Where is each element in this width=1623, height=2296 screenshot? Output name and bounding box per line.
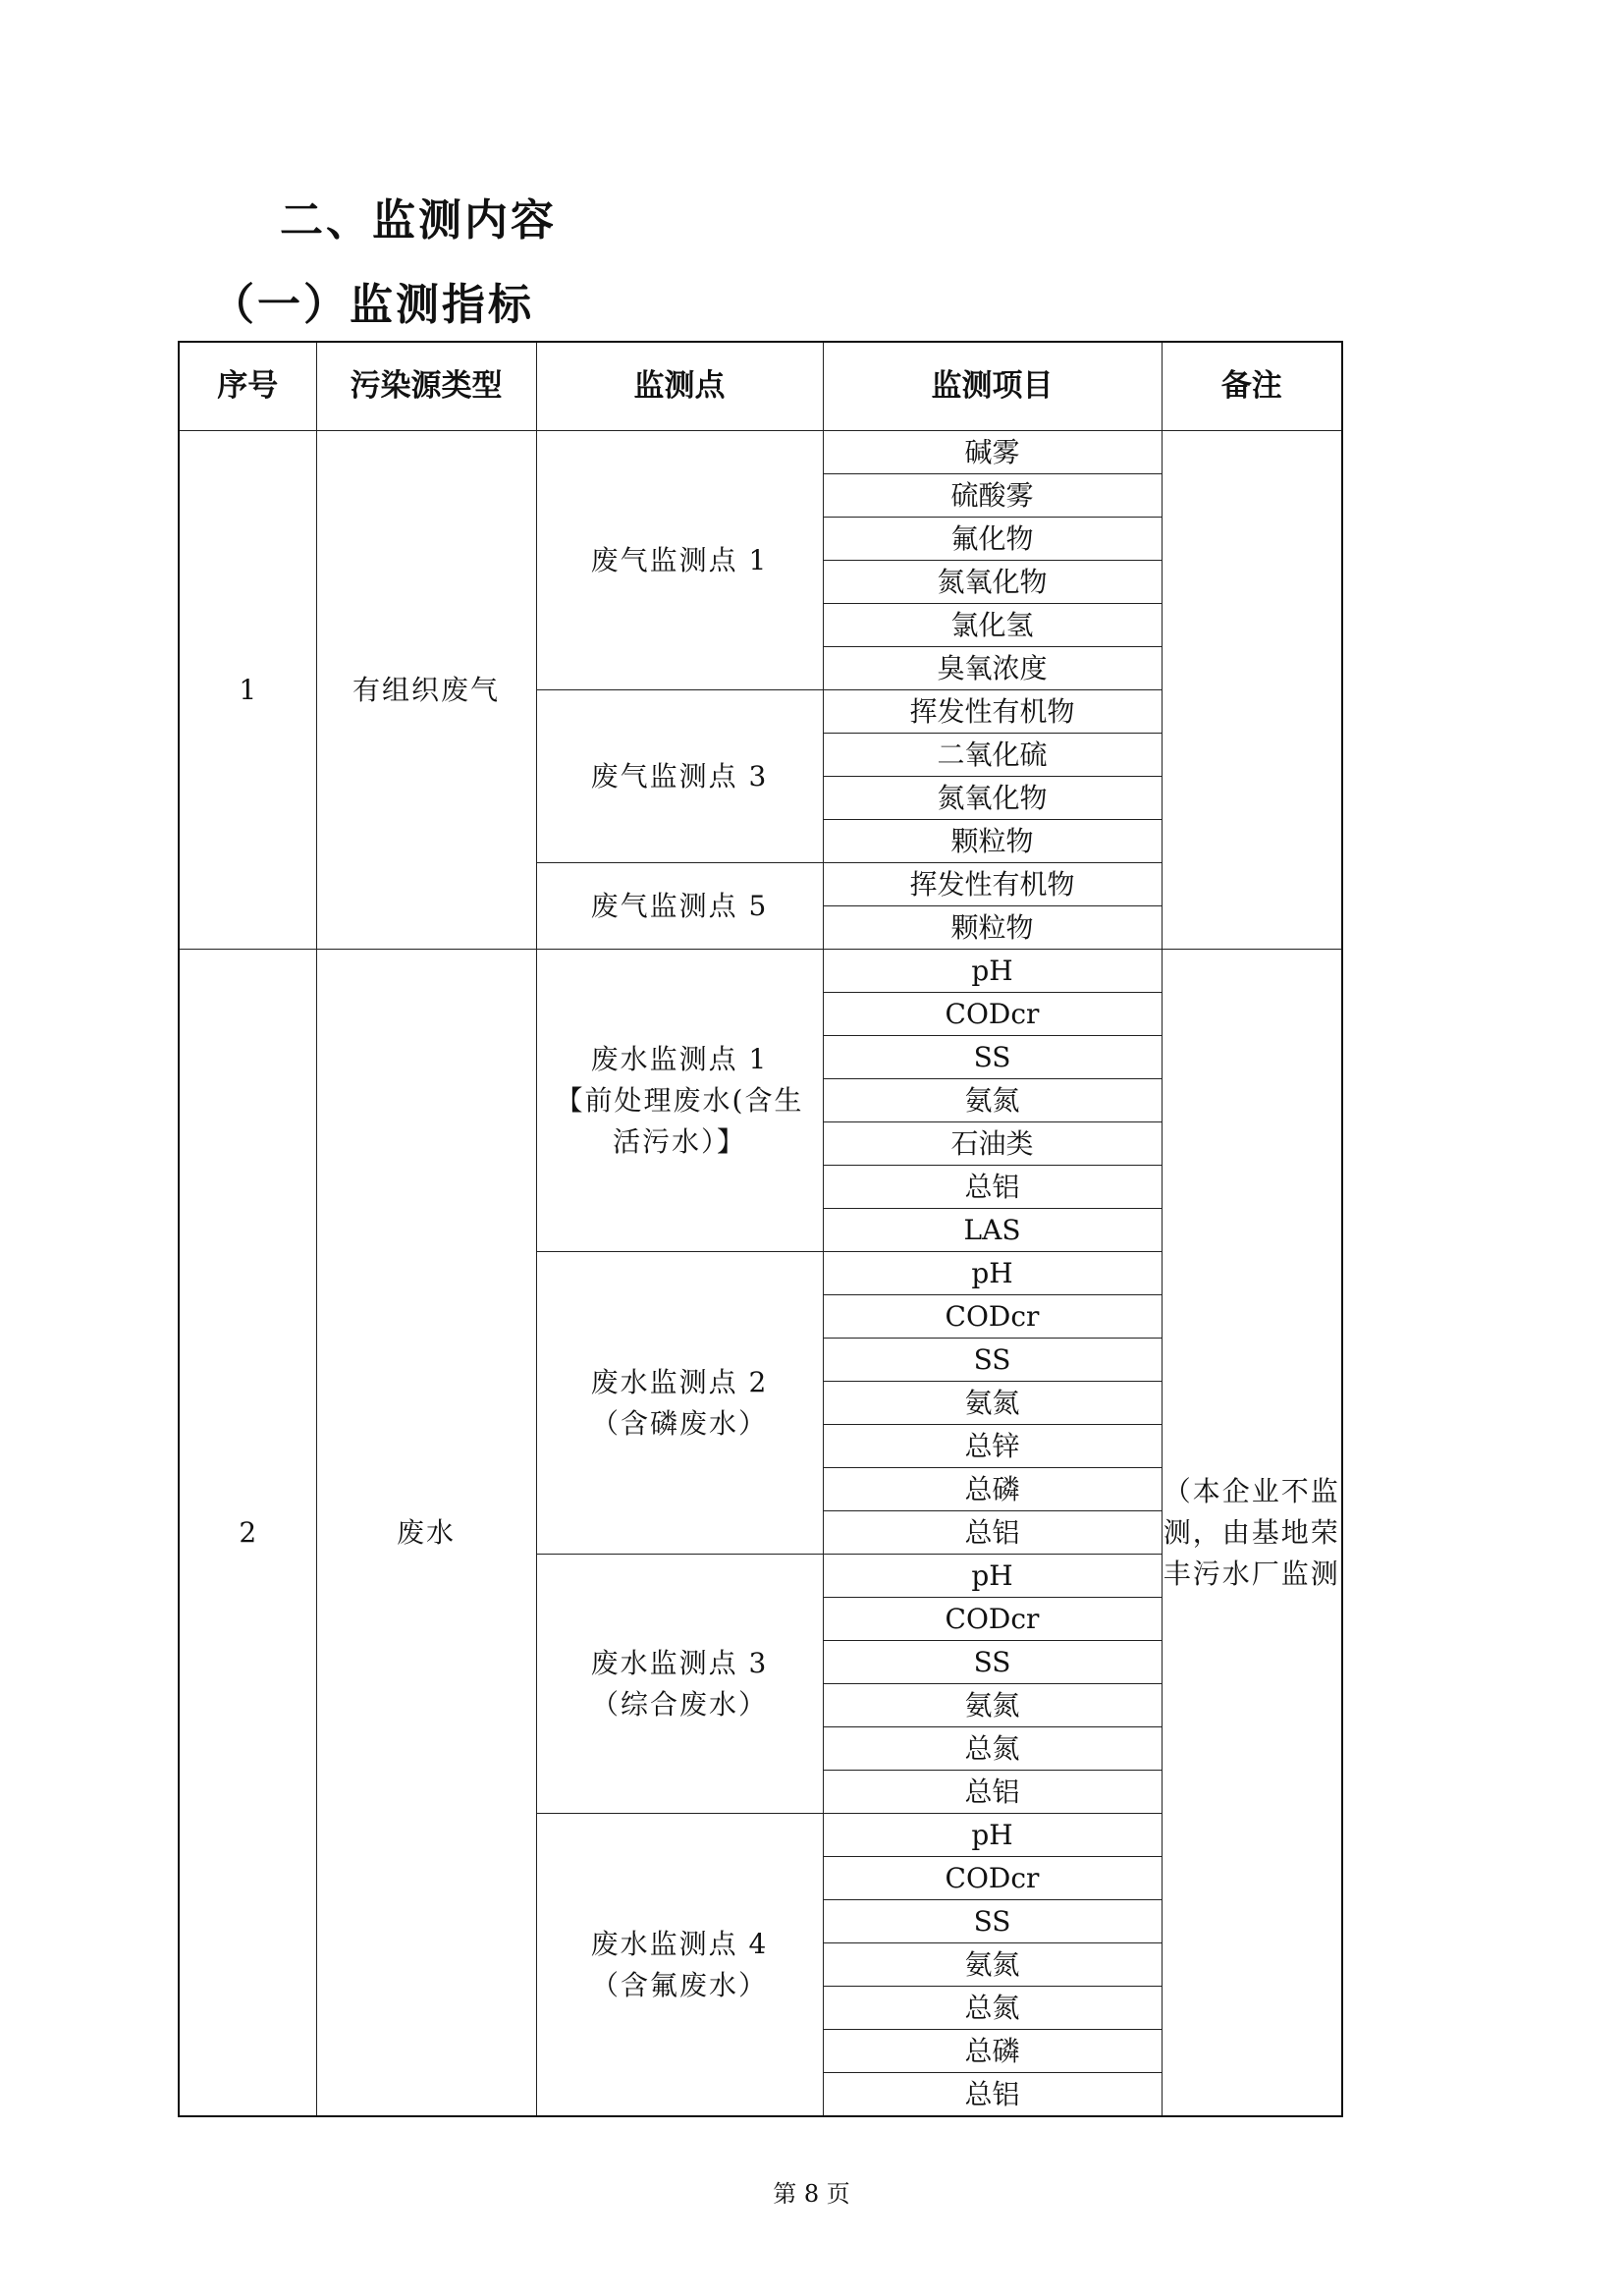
monitoring-item-cell: pH xyxy=(823,1814,1162,1857)
monitoring-item-cell: pH xyxy=(823,950,1162,993)
monitoring-item-cell: 总磷 xyxy=(823,1468,1162,1511)
monitoring-point-line: 废水监测点 2 xyxy=(590,1365,769,1398)
monitoring-point-line: （含氟废水） xyxy=(590,1968,768,2001)
monitoring-item-cell: SS xyxy=(823,1036,1162,1079)
monitoring-item-cell: CODcr xyxy=(823,1598,1162,1641)
seq-cell: 1 xyxy=(179,431,316,950)
monitoring-point-line: 【前处理废水(含生 xyxy=(555,1083,804,1117)
page-number: 第 8 页 xyxy=(773,2180,850,2208)
header-note: 备注 xyxy=(1162,342,1342,431)
monitoring-item-cell: LAS xyxy=(823,1209,1162,1252)
header-seq: 序号 xyxy=(179,342,316,431)
monitoring-item-cell: 石油类 xyxy=(823,1122,1162,1166)
monitoring-point-line: 废水监测点 3 xyxy=(590,1646,769,1679)
monitoring-item-cell: 颗粒物 xyxy=(823,906,1162,950)
seq-cell: 2 xyxy=(179,950,316,2117)
monitoring-point-line: 废水监测点 4 xyxy=(590,1927,769,1960)
monitoring-item-cell: 臭氧浓度 xyxy=(823,647,1162,690)
monitoring-item-cell: 总氮 xyxy=(823,1727,1162,1771)
monitoring-item-cell: 总铝 xyxy=(823,1511,1162,1555)
subsection-heading: （一）监测指标 xyxy=(211,280,534,330)
header-source-type: 污染源类型 xyxy=(316,342,536,431)
monitoring-item-cell: 氮氧化物 xyxy=(823,561,1162,604)
table-header-row xyxy=(179,342,1342,431)
monitoring-point-line: 活污水）】 xyxy=(612,1124,746,1158)
source-type-cell: 有组织废气 xyxy=(316,431,536,950)
monitoring-item-cell: 总氮 xyxy=(823,1987,1162,2030)
monitoring-item-cell: CODcr xyxy=(823,1857,1162,1900)
monitoring-item-cell: 总铝 xyxy=(823,1771,1162,1814)
monitoring-point-cell xyxy=(536,950,823,1252)
monitoring-item-cell: 氨氮 xyxy=(823,1943,1162,1987)
monitoring-item-cell: 总锌 xyxy=(823,1425,1162,1468)
monitoring-point-cell xyxy=(536,1814,823,2117)
monitoring-point-line: 废气监测点 1 xyxy=(590,543,769,576)
monitoring-item-cell: 氨氮 xyxy=(823,1382,1162,1425)
monitoring-point-cell xyxy=(536,1555,823,1814)
monitoring-item-cell: CODcr xyxy=(823,993,1162,1036)
note-cell xyxy=(1162,431,1342,950)
monitoring-item-cell: 挥发性有机物 xyxy=(823,863,1162,906)
monitoring-item-cell: 二氧化硫 xyxy=(823,734,1162,777)
section-heading: 二、监测内容 xyxy=(280,195,557,246)
monitoring-item-cell: 氨氮 xyxy=(823,1684,1162,1727)
monitoring-item-cell: 总磷 xyxy=(823,2030,1162,2073)
monitoring-item-cell: 碱雾 xyxy=(823,431,1162,474)
note-cell: （本企业不监测，由基地荣丰污水厂监测 xyxy=(1162,950,1342,2117)
monitoring-point-cell xyxy=(536,690,823,863)
monitoring-point-line: （综合废水） xyxy=(590,1687,768,1721)
monitoring-point-cell xyxy=(536,863,823,950)
monitoring-item-cell: 颗粒物 xyxy=(823,820,1162,863)
monitoring-item-cell: SS xyxy=(823,1339,1162,1382)
monitoring-item-cell: 氯化氢 xyxy=(823,604,1162,647)
monitoring-item-cell: 硫酸雾 xyxy=(823,474,1162,518)
monitoring-item-cell: SS xyxy=(823,1641,1162,1684)
monitoring-item-cell: 总铝 xyxy=(823,1166,1162,1209)
header-monitoring-point: 监测点 xyxy=(536,342,823,431)
monitoring-item-cell: 氟化物 xyxy=(823,518,1162,561)
table-body xyxy=(179,431,1342,2117)
monitoring-item-cell: 挥发性有机物 xyxy=(823,690,1162,734)
monitoring-indicators-table xyxy=(178,341,1343,2117)
monitoring-point-line: （含磷废水） xyxy=(590,1406,768,1440)
monitoring-item-cell: pH xyxy=(823,1252,1162,1295)
header-monitoring-item: 监测项目 xyxy=(823,342,1162,431)
monitoring-item-cell: 总铝 xyxy=(823,2073,1162,2117)
table-row xyxy=(179,431,1342,474)
monitoring-point-line: 废气监测点 5 xyxy=(590,889,769,922)
monitoring-item-cell: CODcr xyxy=(823,1295,1162,1339)
monitoring-point-cell xyxy=(536,431,823,690)
monitoring-point-line: 废水监测点 1 xyxy=(590,1042,769,1075)
monitoring-point-cell xyxy=(536,1252,823,1555)
monitoring-item-cell: SS xyxy=(823,1900,1162,1943)
monitoring-point-line: 废气监测点 3 xyxy=(590,759,769,793)
source-type-cell: 废水 xyxy=(316,950,536,2117)
table-row xyxy=(179,950,1342,993)
monitoring-item-cell: pH xyxy=(823,1555,1162,1598)
monitoring-item-cell: 氨氮 xyxy=(823,1079,1162,1122)
monitoring-item-cell: 氮氧化物 xyxy=(823,777,1162,820)
